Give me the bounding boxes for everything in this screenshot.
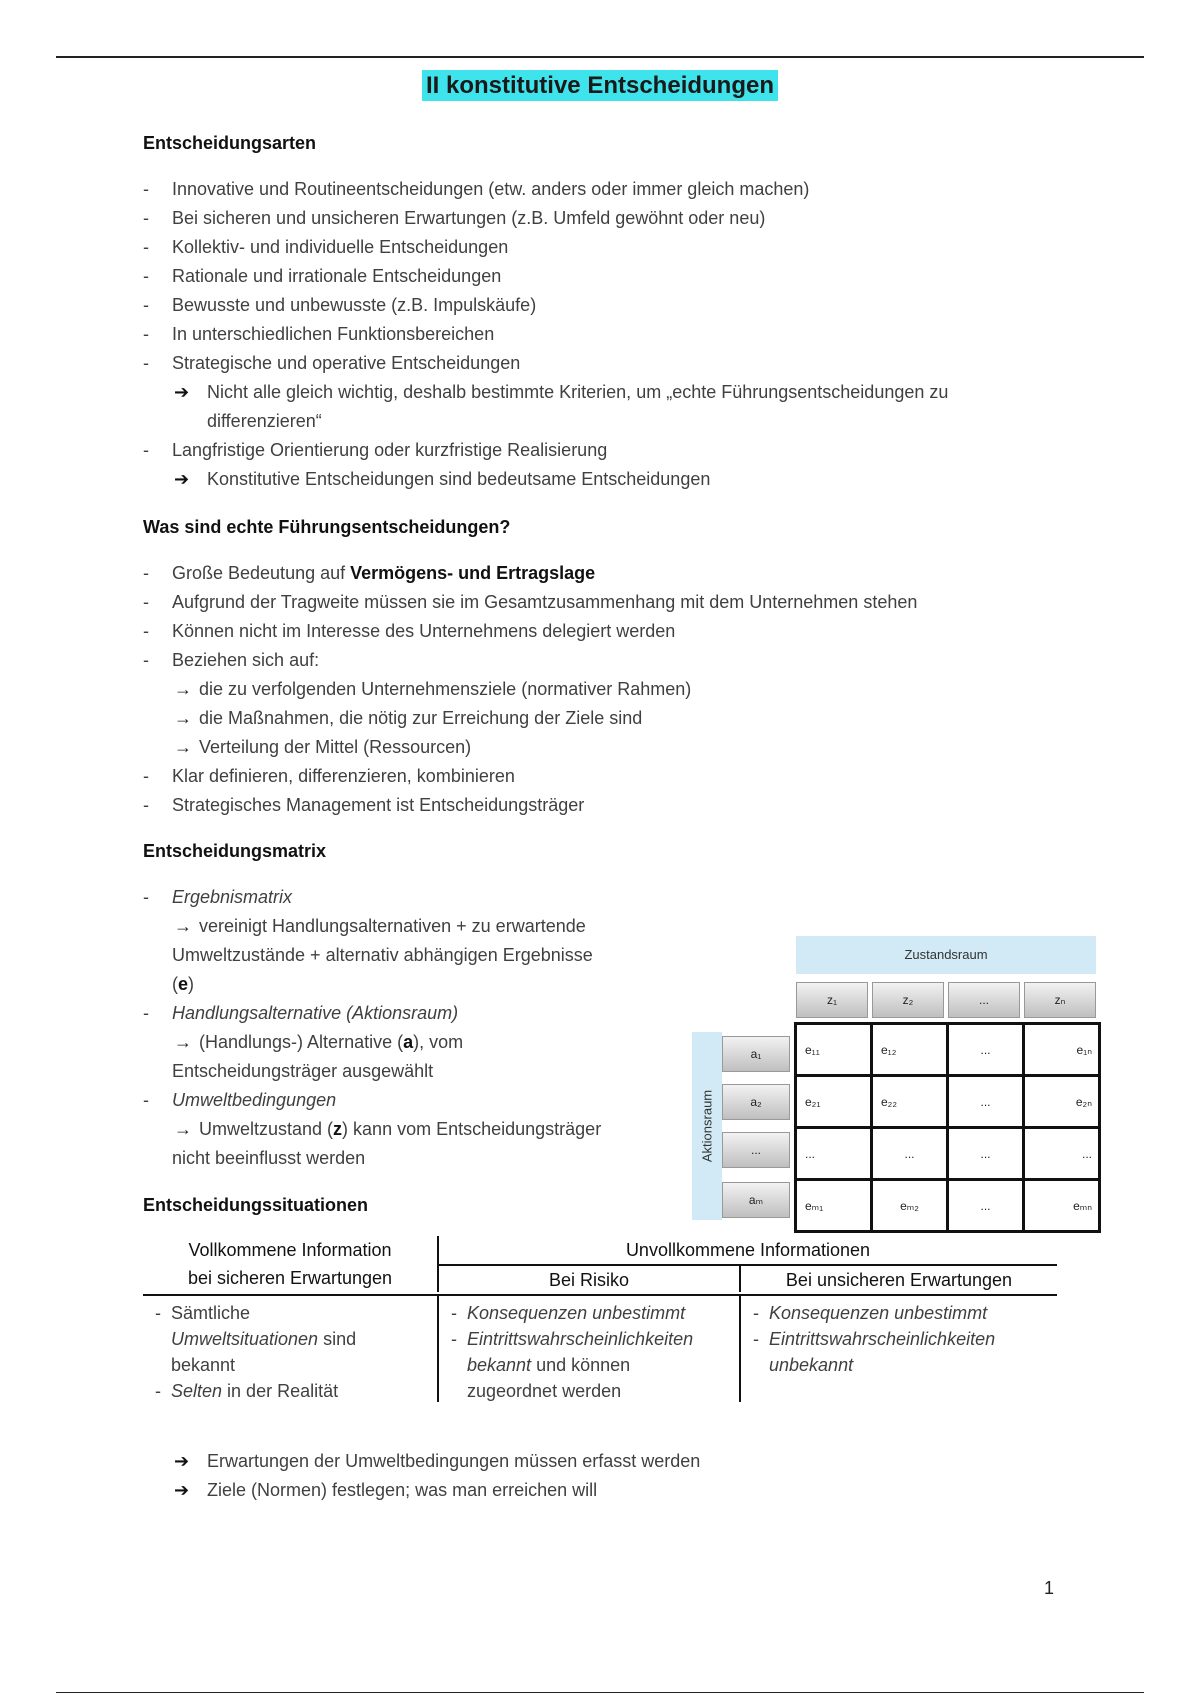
subheader-sicher: bei sicheren Erwartungen bbox=[143, 1264, 439, 1292]
matrix-cell: eₘ₂ bbox=[870, 1181, 946, 1233]
list-item: - In unterschiedlichen Funktionsbereichen bbox=[143, 320, 948, 349]
cell-item bbox=[143, 1300, 437, 1378]
matrix-cell: eₘ₁ bbox=[794, 1181, 870, 1233]
term: Handlungsalternative (Aktionsraum) bbox=[172, 1003, 459, 1023]
matrix-cell: e₁₁ bbox=[794, 1025, 870, 1077]
arrow-item: ➔ Erwartungen der Umweltbedingungen müssen erfasst werden bbox=[143, 1447, 700, 1476]
sub-arrow-item: → vereinigt Handlungsalternativen + zu erwartende bbox=[143, 912, 663, 941]
matrix-cell: e₂ₙ bbox=[1022, 1077, 1098, 1129]
arrow-item: ➔ Nicht alle gleich wichtig, deshalb bestimmte Kriterien, um „echte Führungsentscheidungen zu bbox=[143, 378, 948, 407]
cell-item bbox=[143, 1378, 437, 1404]
matrix-cell: eₘₙ bbox=[1022, 1181, 1098, 1233]
cell-text: Sämtliche bbox=[171, 1303, 251, 1323]
symbol-z: z bbox=[333, 1119, 343, 1139]
desc-text: (Handlungs-) Alternative ( bbox=[199, 1032, 404, 1052]
list-entscheidungsmatrix bbox=[143, 883, 663, 1173]
list-item: - Bei sicheren und unsicheren Erwartungen (z.B. Umfeld gewöhnt oder neu) bbox=[143, 204, 948, 233]
matrix-cell: ... bbox=[794, 1129, 870, 1181]
cell-italic: bekannt bbox=[467, 1355, 532, 1375]
item-bold: Vermögens- und Ertragslage bbox=[350, 563, 596, 583]
list-item bbox=[143, 999, 663, 1028]
cell-text: in der Realität bbox=[222, 1381, 339, 1401]
col-unsicher bbox=[741, 1296, 1057, 1402]
paren-close: ) bbox=[188, 974, 195, 994]
heading-fuehrungsentscheidungen: Was sind echte Führungsentscheidungen? bbox=[143, 517, 511, 537]
subheader-risiko: Bei Risiko bbox=[439, 1264, 741, 1292]
matrix-cell: ... bbox=[946, 1129, 1022, 1181]
continuation: Umweltzustände + alternativ abhängigen Ergebnisse bbox=[172, 945, 593, 965]
sub-arrow-item bbox=[143, 1115, 663, 1144]
matrix-cell: e₂₂ bbox=[870, 1077, 946, 1129]
sub-arrow-item bbox=[143, 1028, 663, 1057]
matrix-cell: e₁₂ bbox=[870, 1025, 946, 1077]
cell-text: bekannt bbox=[171, 1355, 236, 1375]
top-rule bbox=[56, 56, 1144, 58]
cell-italic: Eintrittswahrscheinlichkeiten bbox=[467, 1329, 694, 1349]
desc-text: ) kann vom Entscheidungsträger bbox=[342, 1119, 602, 1139]
result-matrix bbox=[794, 1022, 1101, 1233]
symbol-a: a bbox=[403, 1032, 414, 1052]
term: Umweltbedingungen bbox=[172, 1090, 337, 1110]
continuation bbox=[143, 970, 663, 999]
desc-text: Umweltzustand ( bbox=[199, 1119, 334, 1139]
matrix-cell: ... bbox=[946, 1025, 1022, 1077]
cell-item bbox=[741, 1300, 1057, 1326]
col-sicher bbox=[143, 1296, 439, 1402]
matrix-cell: e₂₁ bbox=[794, 1077, 870, 1129]
list-item: - Beziehen sich auf: bbox=[143, 646, 917, 675]
page-number: 1 bbox=[1044, 1578, 1055, 1598]
list-item bbox=[143, 883, 663, 912]
list-item: - Strategische und operative Entscheidungen bbox=[143, 349, 948, 378]
aktionsraum-text: Aktionsraum bbox=[699, 1089, 715, 1163]
cell-item bbox=[439, 1300, 739, 1326]
sub-arrow-item: → die Maßnahmen, die nötig zur Erreichung der Ziele sind bbox=[143, 704, 917, 733]
matrix-cell: ... bbox=[946, 1077, 1022, 1129]
list-item: - Können nicht im Interesse des Unternehmens delegiert werden bbox=[143, 617, 917, 646]
cell-text: und können bbox=[531, 1355, 631, 1375]
list-item bbox=[143, 559, 917, 588]
z-header: ... bbox=[948, 982, 1020, 1018]
paren-open: ( bbox=[172, 974, 178, 994]
cell-italic: unbekannt bbox=[769, 1355, 854, 1375]
desc-text: ), vom bbox=[413, 1032, 464, 1052]
aktionsraum-label bbox=[692, 1032, 722, 1220]
cell-item bbox=[741, 1326, 1057, 1378]
cell-italic: Konsequenzen unbestimmt bbox=[467, 1303, 686, 1323]
sub-arrow-item: → Verteilung der Mittel (Ressourcen) bbox=[143, 733, 917, 762]
col-risiko bbox=[439, 1296, 741, 1402]
list-item: - Langfristige Orientierung oder kurzfristige Realisierung bbox=[143, 436, 948, 465]
list-item: - Klar definieren, differenzieren, kombinieren bbox=[143, 762, 917, 791]
zustandsraum-label: Zustandsraum bbox=[796, 936, 1096, 974]
arrow-item-continuation: differenzieren“ bbox=[207, 411, 322, 431]
z-header: z₁ bbox=[796, 982, 868, 1018]
list-entscheidungsarten bbox=[143, 175, 948, 494]
list-fuehrungsentscheidungen bbox=[143, 559, 917, 820]
cell-text: sind bbox=[318, 1329, 357, 1349]
list-item: - Strategisches Management ist Entscheidungsträger bbox=[143, 791, 917, 820]
list-conclusions bbox=[143, 1447, 700, 1505]
heading-entscheidungsarten: Entscheidungsarten bbox=[143, 133, 317, 153]
cell-text: zugeordnet werden bbox=[467, 1381, 622, 1401]
matrix-cell: ... bbox=[946, 1181, 1022, 1233]
z-header: z₂ bbox=[872, 982, 944, 1018]
subheader-unsicher: Bei unsicheren Erwartungen bbox=[741, 1264, 1057, 1294]
continuation: Entscheidungsträger ausgewählt bbox=[172, 1061, 434, 1081]
cell-italic: Eintrittswahrscheinlichkeiten bbox=[769, 1329, 996, 1349]
page-title: II konstitutive Entscheidungen bbox=[0, 72, 1200, 100]
z-header: zₙ bbox=[1024, 982, 1096, 1018]
list-item: - Rationale und irrationale Entscheidungen bbox=[143, 262, 948, 291]
cell-italic: Selten bbox=[171, 1381, 223, 1401]
cell-item bbox=[439, 1326, 739, 1404]
a-header: ... bbox=[722, 1132, 790, 1168]
arrow-item: ➔ Konstitutive Entscheidungen sind bedeutsame Entscheidungen bbox=[143, 465, 948, 494]
matrix-cell: ... bbox=[1022, 1129, 1098, 1181]
header-vollkommen: Vollkommene Information bbox=[143, 1236, 439, 1264]
situations-table bbox=[143, 1236, 1057, 1402]
cell-italic: Konsequenzen unbestimmt bbox=[769, 1303, 988, 1323]
list-item: - Bewusste und unbewusste (z.B. Impulskäufe) bbox=[143, 291, 948, 320]
matrix-cell: e₁ₙ bbox=[1022, 1025, 1098, 1077]
list-item: - Innovative und Routineentscheidungen (etw. anders oder immer gleich machen) bbox=[143, 175, 948, 204]
arrow-item: ➔ Ziele (Normen) festlegen; was man erreichen will bbox=[143, 1476, 700, 1505]
list-item bbox=[143, 1086, 663, 1115]
heading-entscheidungssituationen: Entscheidungssituationen bbox=[143, 1195, 369, 1215]
a-header: aₘ bbox=[722, 1182, 790, 1218]
list-item: - Aufgrund der Tragweite müssen sie im Gesamtzusammenhang mit dem Unternehmen stehen bbox=[143, 588, 917, 617]
item-text: Große Bedeutung auf bbox=[172, 563, 351, 583]
term: Ergebnismatrix bbox=[172, 887, 293, 907]
continuation: nicht beeinflusst werden bbox=[172, 1148, 366, 1168]
symbol-e: e bbox=[178, 974, 189, 994]
sub-arrow-item: → die zu verfolgenden Unternehmensziele (normativer Rahmen) bbox=[143, 675, 917, 704]
bottom-rule bbox=[56, 1692, 1144, 1693]
a-header: a₂ bbox=[722, 1084, 790, 1120]
heading-entscheidungsmatrix: Entscheidungsmatrix bbox=[143, 841, 327, 861]
a-header: a₁ bbox=[722, 1036, 790, 1072]
matrix-cell: ... bbox=[870, 1129, 946, 1181]
cell-italic: Umweltsituationen bbox=[171, 1329, 319, 1349]
list-item: - Kollektiv- und individuelle Entscheidungen bbox=[143, 233, 948, 262]
header-unvollkommen: Unvollkommene Informationen bbox=[625, 1240, 871, 1260]
